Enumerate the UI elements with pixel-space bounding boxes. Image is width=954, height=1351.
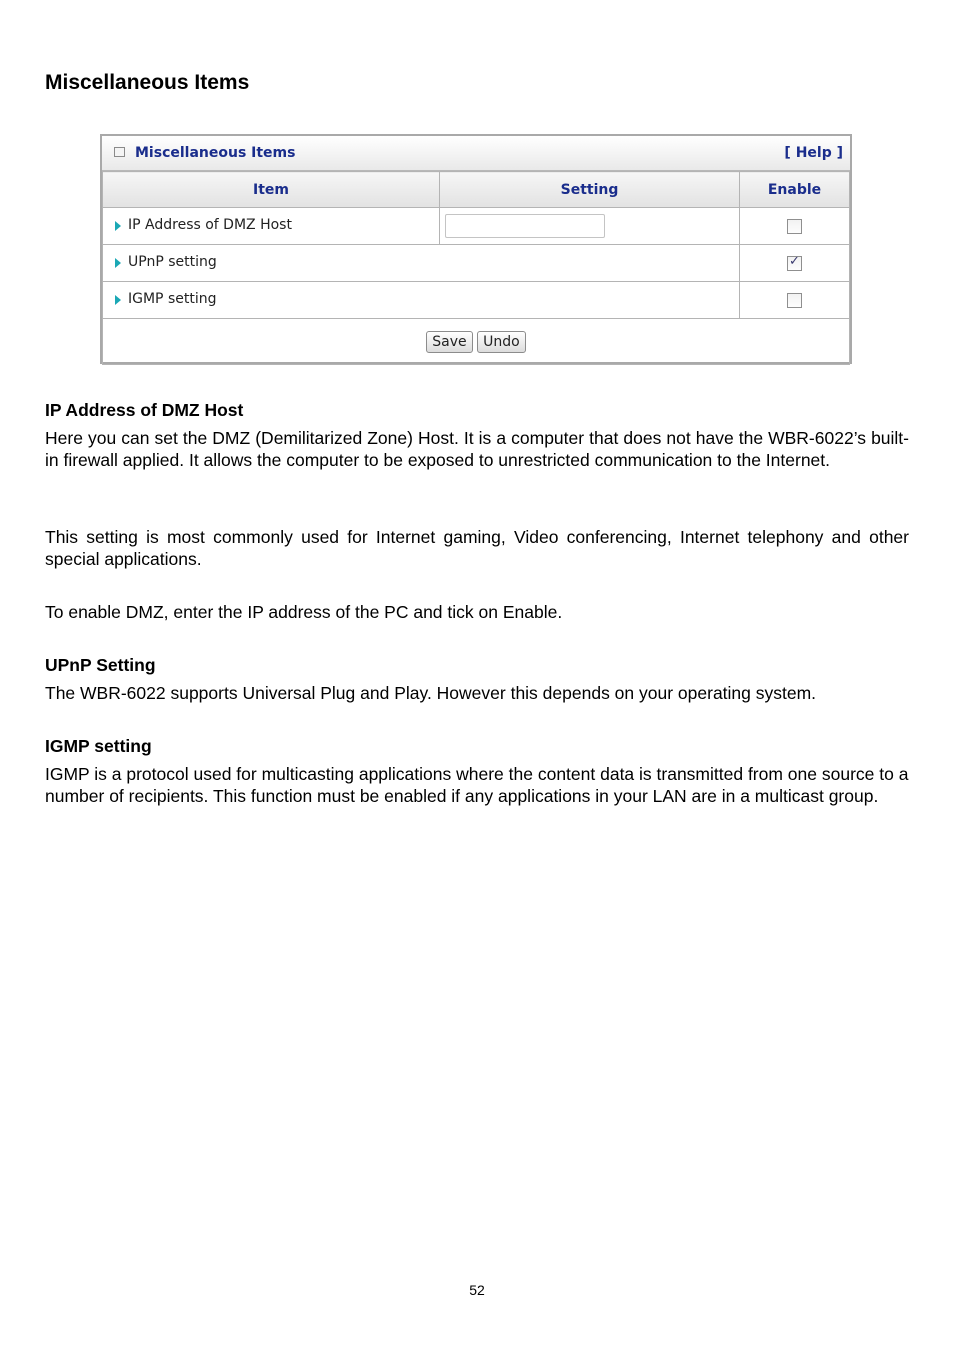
upnp-paragraph: The WBR-6022 supports Universal Plug and Play. However this depends on your operating system.: [45, 683, 817, 703]
panel-title: Miscellaneous Items: [135, 145, 296, 161]
upnp-heading: UPnP Setting: [45, 655, 156, 675]
igmp-heading: IGMP setting: [45, 736, 152, 756]
igmp-enable-checkbox[interactable]: [787, 293, 802, 308]
igmp-item-cell: [103, 282, 740, 319]
dmz-paragraph-3: To enable DMZ, enter the IP address of the PC and tick on Enable.: [45, 602, 563, 622]
column-header-item: Item: [103, 172, 440, 208]
page-title: Miscellaneous Items: [45, 71, 250, 94]
button-cell: [103, 319, 850, 365]
panel-box-icon: [114, 147, 125, 157]
arrow-right-icon: [115, 295, 121, 305]
upnp-label: UPnP setting: [128, 254, 217, 270]
dmz-label: IP Address of DMZ Host: [128, 217, 292, 233]
settings-table: [102, 171, 850, 365]
dmz-item-cell: [103, 208, 440, 245]
dmz-enable-checkbox[interactable]: [787, 219, 802, 234]
panel-header: [102, 136, 850, 171]
dmz-paragraph-1: Here you can set the DMZ (Demilitarized Zone) Host. It is a computer that does not have the WBR-6022’s built-in firewall applied. It allows the computer to be exposed to unrestricted communication to the Internet.: [45, 428, 909, 470]
dmz-heading: IP Address of DMZ Host: [45, 400, 244, 420]
table-row-upnp: [103, 245, 850, 282]
dmz-enable-cell: [740, 208, 850, 245]
arrow-right-icon: [115, 221, 121, 231]
misc-items-panel: [100, 134, 852, 364]
help-link[interactable]: [ Help ]: [784, 145, 843, 161]
undo-button[interactable]: Undo: [477, 331, 526, 353]
checkmark-icon: ✓: [789, 253, 800, 269]
table-row-dmz: [103, 208, 850, 245]
upnp-enable-cell: [740, 245, 850, 282]
column-header-setting: Setting: [440, 172, 740, 208]
table-row-igmp: [103, 282, 850, 319]
table-header-row: [103, 172, 850, 208]
igmp-label: IGMP setting: [128, 291, 217, 307]
upnp-enable-checkbox[interactable]: [787, 253, 802, 271]
save-button[interactable]: Save: [426, 331, 472, 353]
column-header-enable: Enable: [740, 172, 850, 208]
igmp-enable-cell: [740, 282, 850, 319]
dmz-ip-input[interactable]: [445, 214, 605, 238]
igmp-paragraph: IGMP is a protocol used for multicasting applications where the content data is transmitted from one source to a number of recipients. This function must be enabled if any applications in your LAN are in a multicast group.: [45, 764, 909, 806]
dmz-setting-cell: [440, 208, 740, 245]
upnp-item-cell: [103, 245, 740, 282]
button-row: [103, 319, 850, 365]
arrow-right-icon: [115, 258, 121, 268]
dmz-paragraph-2: This setting is most commonly used for Internet gaming, Video conferencing, Internet telephony and other special applications.: [45, 527, 909, 569]
page-number: 52: [469, 1282, 485, 1298]
